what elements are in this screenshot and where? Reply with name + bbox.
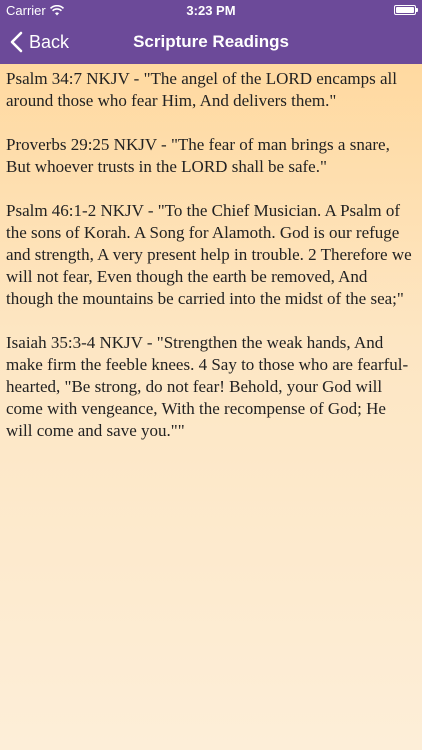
scripture-reading: Psalm 34:7 NKJV - "The angel of the LORD encamps all around those who fear Him, And delivers them.": [6, 69, 397, 110]
carrier-label: Carrier: [6, 3, 46, 18]
battery-icon: [394, 5, 416, 15]
battery-fill: [396, 7, 414, 13]
page-title: Scripture Readings: [133, 32, 289, 51]
navigation-bar: [0, 20, 422, 64]
status-time: 3:23 PM: [186, 3, 236, 18]
scripture-reading: Proverbs 29:25 NKJV - "The fear of man brings a snare, But whoever trusts in the LORD shall be safe.": [6, 135, 390, 176]
header: [0, 0, 422, 64]
scripture-reading: Isaiah 35:3-4 NKJV - "Strengthen the weak hands, And make firm the feeble knees. 4 Say to those who are fearful-hearted, "Be strong, do not fear! Behold, your God will come with vengeance, With the recompense of God; He will come and save you."": [6, 333, 409, 440]
status-bar: [0, 0, 422, 20]
scripture-content[interactable]: [0, 64, 422, 750]
scripture-reading: Psalm 46:1-2 NKJV - "To the Chief Musician. A Psalm of the sons of Korah. A Song for Alamoth. God is our refuge and strength, A very present help in trouble. 2 Therefore we will not fear, Even though the earth be removed, And though the mountains be carried into the midst of the sea;": [6, 201, 412, 308]
back-button-label: Back: [29, 31, 70, 52]
